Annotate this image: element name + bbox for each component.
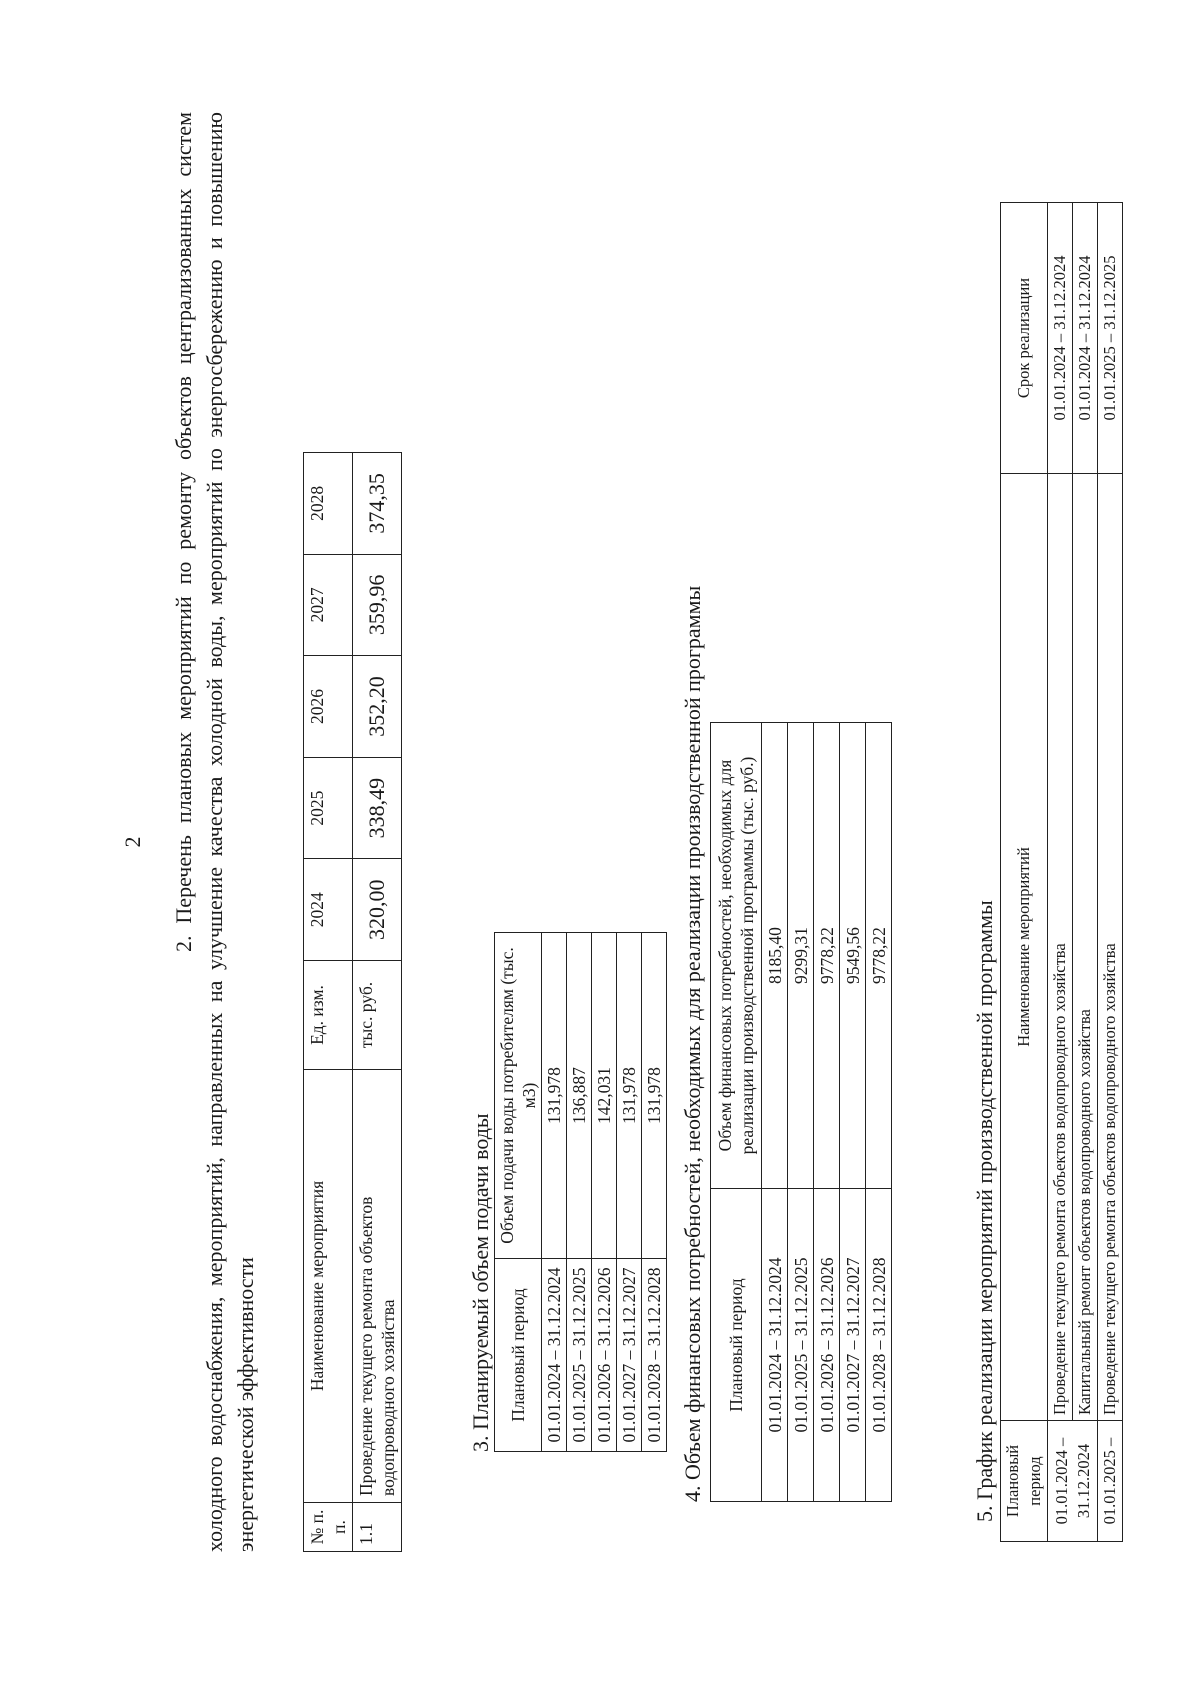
header-volume: Объем подачи воды потребителям (тыс. м3) (495, 933, 542, 1259)
row-period: 01.01.2024 – 31.12.2024 (1048, 1421, 1098, 1542)
header-year-2024: 2024 (304, 859, 353, 961)
schedule-table (1000, 202, 1123, 1542)
row-period: 01.01.2025 – 31.12.2025 (788, 1189, 814, 1502)
header-year-2025: 2025 (304, 757, 353, 859)
row-name: Капитальный ремонт объектов водопроводного хозяйства (1073, 474, 1098, 1421)
header-term: Срок реализации (1001, 203, 1048, 474)
section-2-title (168, 112, 261, 1552)
table-row (762, 723, 788, 1502)
table-header-row (495, 933, 542, 1452)
row-period: 01.01.2028 – 31.12.2028 (642, 1259, 667, 1452)
row-value: 131,978 (642, 933, 667, 1259)
header-volume: Объем финансовых потребностей, необходимых для реализации производственной программы (тыс. руб.) (711, 723, 762, 1189)
document-page (70, 72, 1130, 1612)
row-period: 01.01.2027 – 31.12.2027 (840, 1189, 866, 1502)
header-period: Плановый период (711, 1189, 762, 1502)
financial-needs-table (710, 722, 892, 1502)
row-term: 01.01.2025 – 31.12.2025 (1098, 203, 1123, 474)
row-period: 01.01.2025 – 31.12.2025 (567, 1259, 592, 1452)
table-row (1098, 203, 1123, 1542)
row-period: 01.01.2026 – 31.12.2026 (592, 1259, 617, 1452)
section-3-title: 3. Планируемый объем подачи воды (468, 1113, 493, 1452)
table-row (592, 933, 617, 1452)
section-2-title-text: 2. Перечень плановых мероприятий по ремонту объектов централизованных систем холодного водоснабжения, мероприятий, направленных на улучшение качества холодной воды, мероприятий по энергосбережению и повышению энергетической эффективности (171, 112, 258, 1552)
row-value: 9549,56 (840, 723, 866, 1189)
table-row (642, 933, 667, 1452)
table-row (814, 723, 840, 1502)
row-unit: тыс. руб. (353, 961, 402, 1070)
row-period: 01.01.2026 – 31.12.2026 (814, 1189, 840, 1502)
section-5-title: 5. График реализации мероприятий производственной программы (972, 900, 997, 1522)
row-value: 8185,40 (762, 723, 788, 1189)
header-period: Плановый период (1001, 1421, 1048, 1542)
row-name: Проведение текущего ремонта объектов водопроводного хозяйства (1048, 474, 1073, 1421)
row-period: 01.01.2025 – (1098, 1421, 1123, 1542)
table-row (866, 723, 892, 1502)
row-value-2028: 374,35 (353, 453, 402, 555)
table-header-row (711, 723, 762, 1502)
table-row (1073, 203, 1098, 1542)
header-name: Наименование мероприятия (304, 1070, 353, 1503)
row-value: 131,978 (617, 933, 642, 1259)
row-value: 9299,31 (788, 723, 814, 1189)
row-period: 01.01.2027 – 31.12.2027 (617, 1259, 642, 1452)
row-period: 01.01.2024 – 31.12.2024 (542, 1259, 567, 1452)
table-row (1048, 203, 1073, 1542)
header-name: Наименование мероприятий (1001, 474, 1048, 1421)
section-4-title: 4. Объем финансовых потребностей, необходимых для реализации производственной программы (680, 585, 705, 1502)
activities-table (303, 452, 402, 1552)
row-value-2025: 338,49 (353, 757, 402, 859)
table-row (788, 723, 814, 1502)
header-year-2026: 2026 (304, 656, 353, 758)
header-period: Плановый период (495, 1259, 542, 1452)
row-term: 01.01.2024 – 31.12.2024 (1048, 203, 1073, 474)
row-term: 01.01.2024 – 31.12.2024 (1073, 203, 1098, 474)
row-value: 9778,22 (814, 723, 840, 1189)
page-number: 2 (120, 836, 145, 848)
row-no: 1.1 (353, 1503, 402, 1552)
table-row (542, 933, 567, 1452)
table-header-row (304, 453, 353, 1552)
row-period: 01.01.2028 – 31.12.2028 (866, 1189, 892, 1502)
row-period: 01.01.2024 – 31.12.2024 (762, 1189, 788, 1502)
row-value-2026: 352,20 (353, 656, 402, 758)
row-value: 9778,22 (866, 723, 892, 1189)
header-unit: Ед. изм. (304, 961, 353, 1070)
row-value: 136,887 (567, 933, 592, 1259)
table-header-row (1001, 203, 1048, 1542)
table-row (617, 933, 642, 1452)
table-row (567, 933, 592, 1452)
table-row (840, 723, 866, 1502)
row-value-2024: 320,00 (353, 859, 402, 961)
header-no: № п. п. (304, 1503, 353, 1552)
table-row (353, 453, 402, 1552)
row-name: Проведение текущего ремонта объектов водопроводного хозяйства (353, 1070, 402, 1503)
header-year-2027: 2027 (304, 554, 353, 656)
header-year-2028: 2028 (304, 453, 353, 555)
row-value: 142,031 (592, 933, 617, 1259)
row-value-2027: 359,96 (353, 554, 402, 656)
row-value: 131,978 (542, 933, 567, 1259)
row-name: Проведение текущего ремонта объектов водопроводного хозяйства (1098, 474, 1123, 1421)
water-volume-table (494, 932, 667, 1452)
